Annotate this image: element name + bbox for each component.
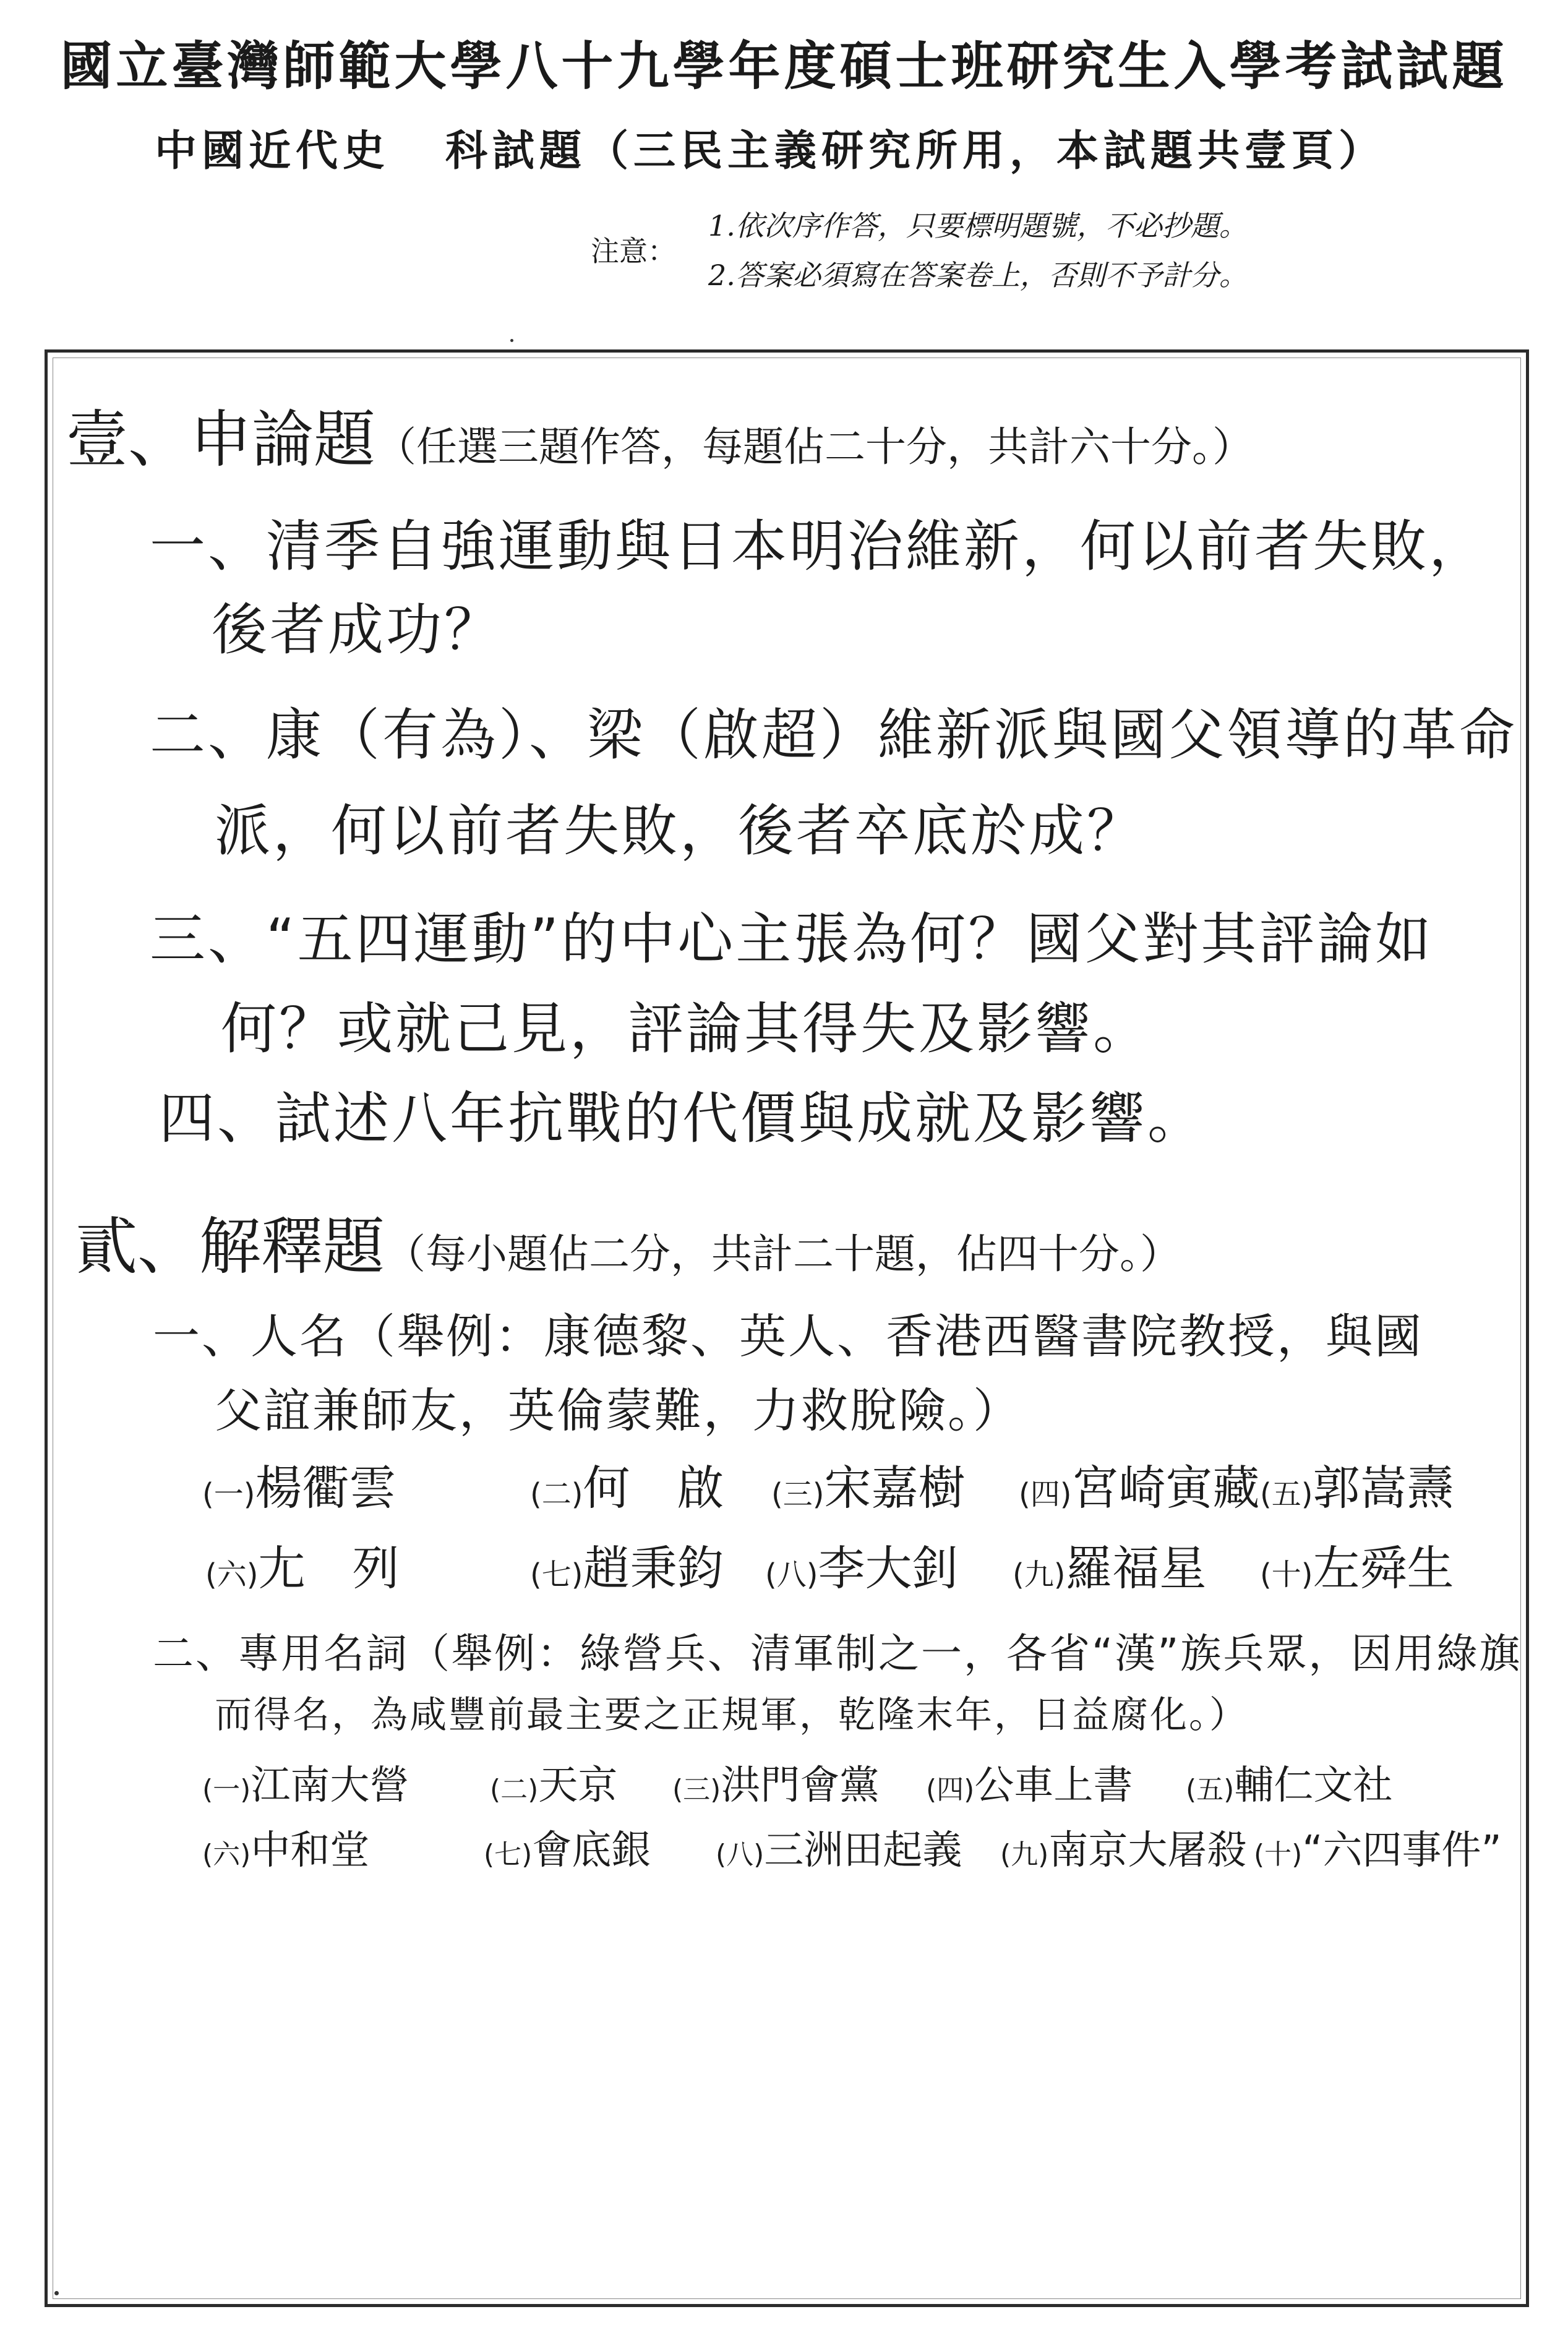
subject-note: 科試題（三民主義研究所用，本試題共壹頁） (445, 126, 1386, 176)
term-item: (七)會底銀 (484, 1828, 651, 1874)
person-item: (四)宮崎寅藏 (1019, 1460, 1260, 1515)
s1-question-3-line1: 三、“五四運動”的中心主張為何？國父對其評論如 (150, 907, 1434, 972)
person-item: (十)左舜生 (1260, 1541, 1454, 1596)
section1-note: （任選三題作答，每題佔二十分，共計六十分。） (375, 423, 1253, 471)
s1-question-1-line1: 一、清季自強運動與日本明治維新，何以前者失敗， (150, 514, 1487, 579)
scan-speck (54, 2291, 59, 2295)
s1-question-2-line1: 二、康（有為）、梁（啟超）維新派與國父領導的革命 (150, 703, 1517, 768)
person-item: (六)尢 列 (205, 1541, 400, 1596)
notice-item: 2.答案必須寫在答案卷上，否則不予計分。 (708, 259, 1248, 292)
subject-name: 中國近代史 (155, 126, 390, 176)
notice-label: 注意： (591, 234, 676, 268)
notice-item: 1.依次序作答，只要標明題號，不必抄題。 (708, 209, 1248, 242)
s1-question-1-line2: 後者成功？ (212, 597, 502, 662)
term-item: (四)公車上書 (926, 1763, 1133, 1809)
s1-question-3-line2: 何？或就己見，評論其得失及影響。 (221, 996, 1151, 1061)
term-item: (八)三洲田起義 (716, 1828, 962, 1874)
person-item: (八)李大釗 (765, 1541, 959, 1596)
term-item: (六)中和堂 (202, 1828, 370, 1874)
person-item: (一)楊衢雲 (202, 1460, 396, 1515)
term-item: (二)天京 (490, 1763, 618, 1809)
exam-subtitle (155, 118, 1386, 178)
person-item: (三)宋嘉樹 (771, 1460, 966, 1515)
section2-title: 貳、解釋題 (75, 1210, 385, 1283)
term-item: (五)輔仁文社 (1186, 1763, 1393, 1809)
s1-question-2-line2: 派，何以前者失敗，後者卒底於成？ (215, 799, 1145, 863)
s2-persons-line1: 一、人名（舉例：康德黎、英人、香港西醫書院教授，與國 (153, 1309, 1423, 1364)
term-item: (十)“六四事件” (1254, 1828, 1502, 1874)
term-item: (九)南京大屠殺 (1000, 1828, 1247, 1874)
person-item: (七)趙秉鈞 (530, 1541, 724, 1596)
person-item: (五)郭嵩燾 (1260, 1460, 1454, 1515)
exam-title: 國立臺灣師範大學八十九學年度碩士班研究生入學考試試題 (60, 35, 1508, 96)
s2-terms-line2: 而得名，為咸豐前最主要之正規軍，乾隆末年，日益腐化。） (215, 1694, 1248, 1737)
notice-list (708, 201, 1248, 300)
section2-heading (75, 1197, 1181, 1286)
s1-question-4: 四、試述八年抗戰的代價與成就及影響。 (159, 1086, 1206, 1151)
person-item: (九)羅福星 (1013, 1541, 1207, 1596)
person-item: (二)何 啟 (530, 1460, 724, 1515)
answer-frame (45, 349, 1529, 2307)
s2-terms-line1: 二、專用名詞（舉例：綠營兵、清軍制之一，各省“漢”族兵眾，因用綠旗 (153, 1630, 1522, 1677)
term-item: (一)江南大營 (202, 1763, 409, 1809)
s2-persons-line2: 父誼兼師友，英倫蒙難，力救脫險。） (215, 1383, 1022, 1438)
section1-title: 壹、申論題 (66, 403, 375, 476)
scan-speck (510, 339, 513, 342)
section2-note: （每小題佔二分，共計二十題，佔四十分。） (385, 1230, 1181, 1278)
section1-heading (66, 390, 1253, 479)
term-item: (三)洪門會黨 (672, 1763, 880, 1809)
